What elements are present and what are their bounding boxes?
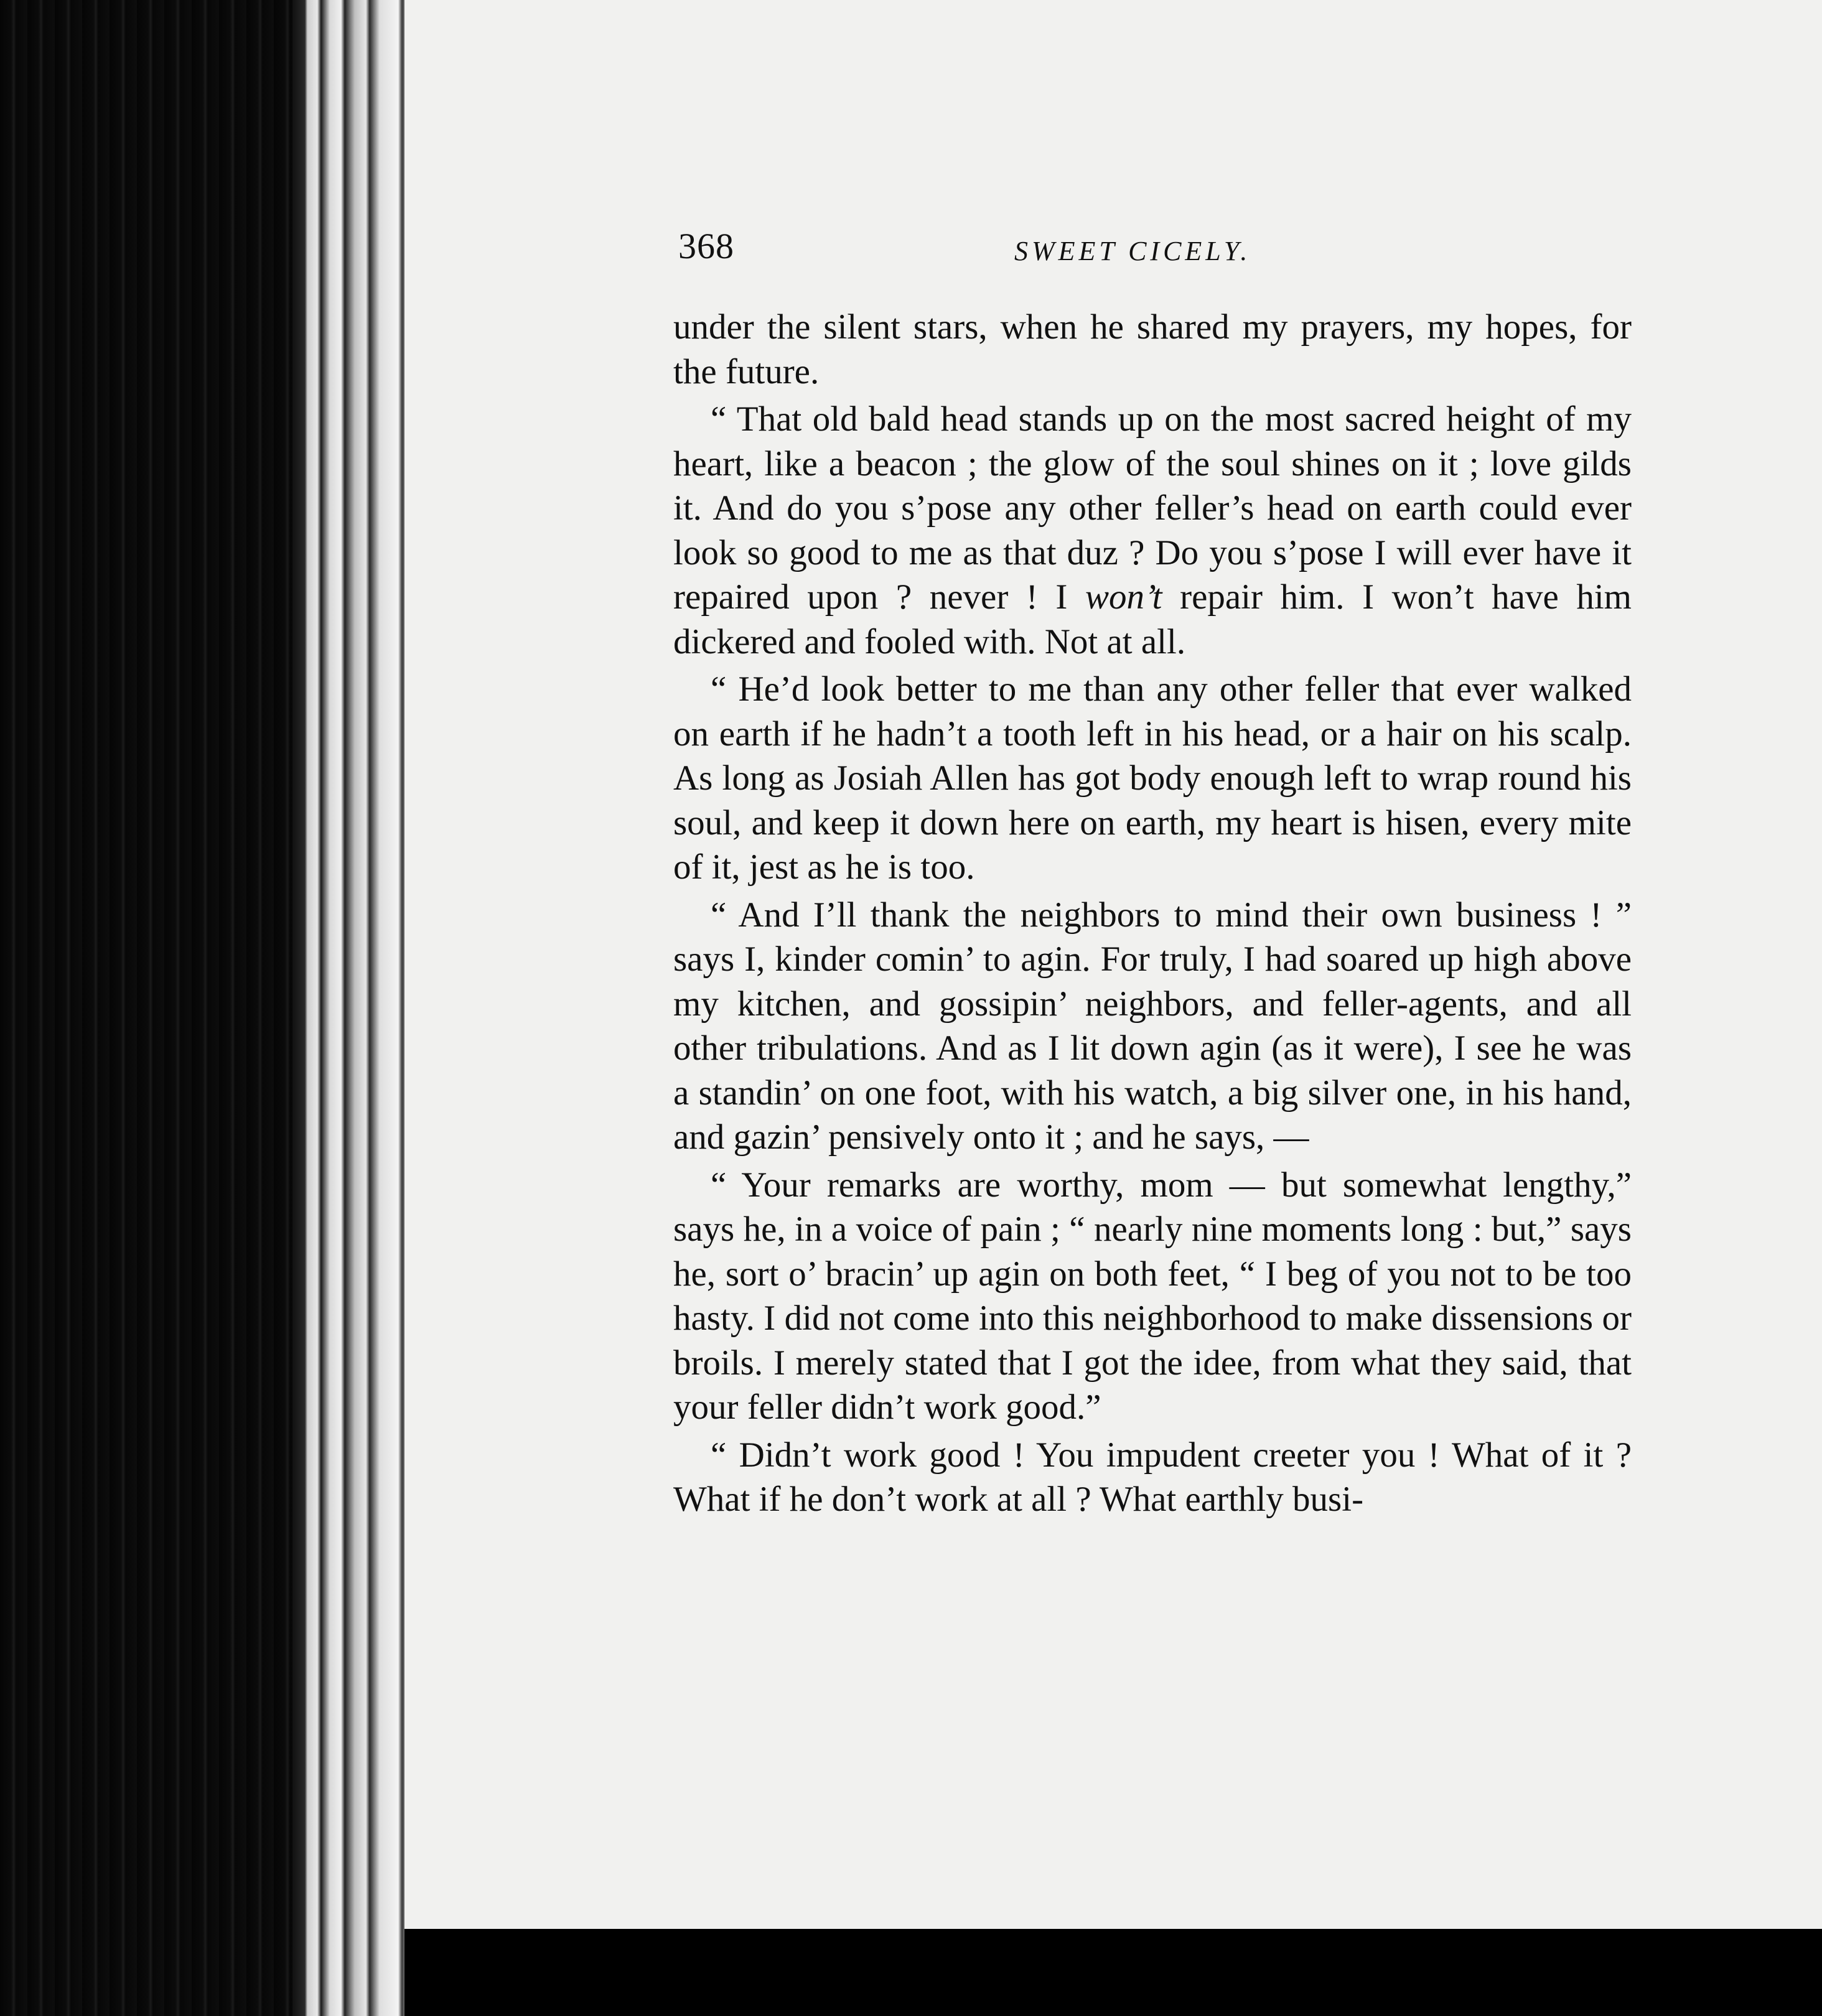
body-text	[673, 305, 1632, 1522]
paragraph: under the silent stars, when he shared my prayers, my hopes, for the future.	[673, 307, 1632, 391]
paragraph: “ And I’ll thank the neighbors to mind their own business ! ” says I, kinder comin’ to agin. For truly, I had soared up high above my kitchen, and gossipin’ neighbors, and feller-agents, and all other tribulations. And as I lit down agin (as it were), I see he was a standin’ on one foot, with his watch, a big silver one, in his hand, and gazin’ pensively onto it ; and he says, —	[673, 895, 1632, 1157]
book-page	[404, 0, 1822, 2016]
italic-emphasis: won’t	[1085, 577, 1162, 617]
running-head: SWEET CICELY.	[1014, 236, 1251, 266]
paragraph: “ Didn’t work good ! You impudent creeter you ! What of it ? What if he don’t work at all ? What earthly busi-	[673, 1435, 1632, 1519]
paragraph-text: repair him. I won’t have him dickered and fooled with. Not at all.	[673, 577, 1632, 661]
paragraph: “ Your remarks are worthy, mom — but somewhat lengthy,” says he, in a voice of pain ; “ nearly nine moments long : but,” says he, sort o’ bracin’ up agin on both feet, “ I beg of you not to be too hasty. I did not come into this neighborhood to make dissensions or broils. I merely stated that I got the idee, from what they said, that your feller didn’t work good.”	[673, 1165, 1632, 1427]
paragraph: “ He’d look better to me than any other feller that ever walked on earth if he hadn’t a tooth left in his head, or a hair on his scalp. As long as Josiah Allen has got body enough left to wrap round his soul, and keep it down here on earth, my heart is hisen, every mite of it, jest as he is too.	[673, 670, 1632, 887]
paragraph	[673, 397, 1632, 664]
paragraph-text: “ That old bald head stands up on the most sacred height of my heart, like a beacon ; the glow of the soul shines on it ; love gilds it. And do you s’pose any other feller’s head on earth could ever look so good to me as that duz ? Do you s’pose I will ever have it repaired upon ? never ! I	[673, 399, 1632, 617]
book-spine-edge	[0, 0, 411, 2016]
page-number: 368	[678, 226, 734, 266]
